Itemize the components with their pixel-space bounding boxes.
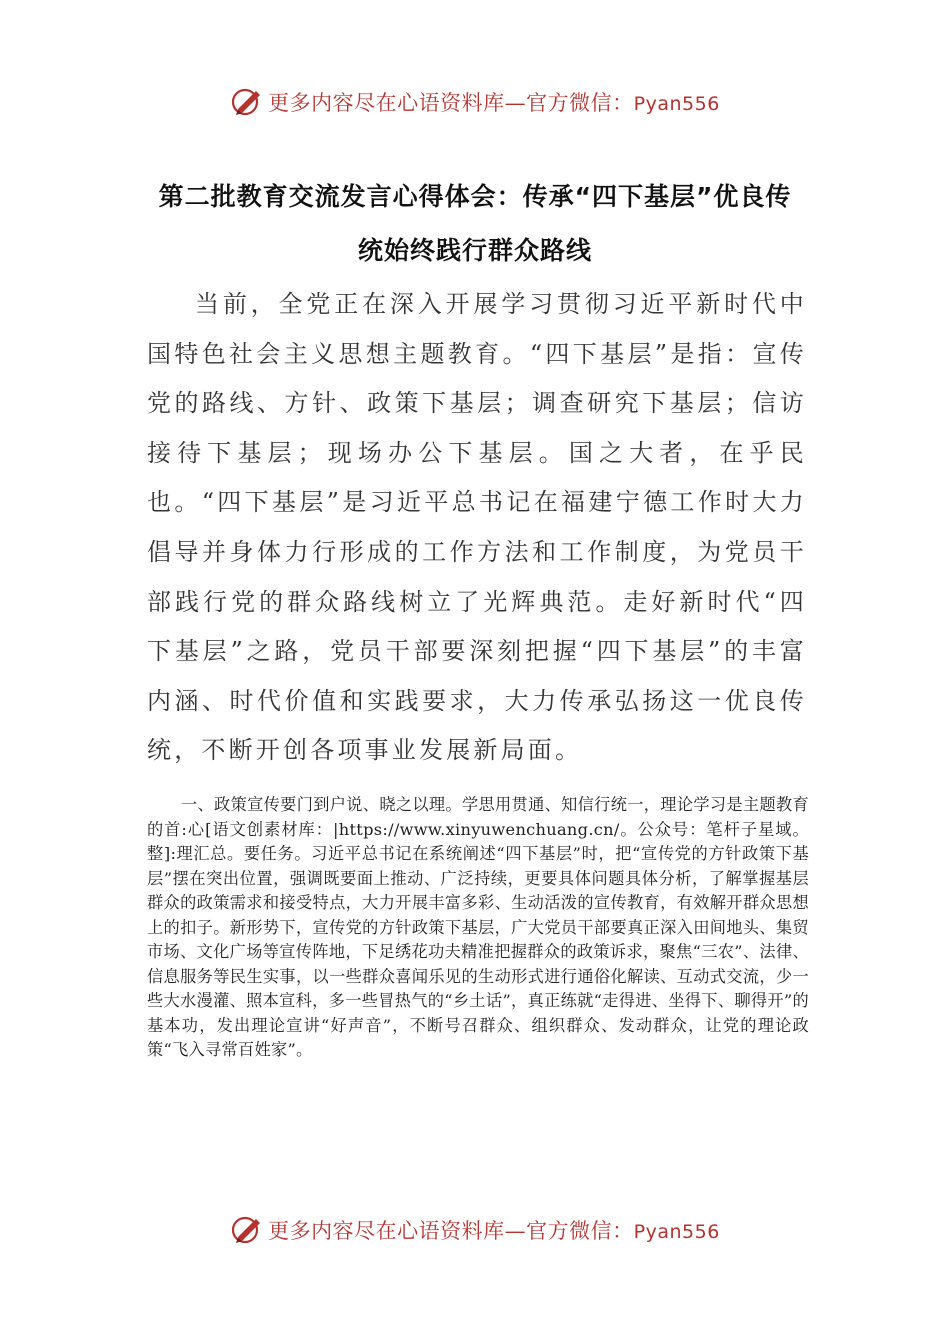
- banner-text: 更多内容尽在心语资料库—官方微信：Pyan556: [268, 91, 720, 115]
- section1-paragraph: 一、政策宣传要门到户说、晓之以理。学思用贯通、知信行统一，理论学习是主题教育的首:心[语文创素材库：|https://www.xinyuwenchuang.cn/。公众号：笔杆子星域。整]:理汇总。要任务。习近平总书记在系统阐述“四下基层”时，把“宣传党的方针政策下基层”摆在突出位置，强调既要面上推动、广泛持续，更要具体问题具体分析，了解掌握基层群众的政策需求和接受特点，大力开展丰富多彩、生动活泼的宣传教育，有效解开群众思想上的扣子。新形势下，宣传党的方针政策下基层，广大党员干部要真正深入田间地头、集贸市场、文化广场等宣传阵地，下足绣花功夫精准把握群众的政策诉求，聚焦“三农”、法律、信息服务等民生实事，以一些群众喜闻乐见的生动形式进行通俗化解读、互动式交流，少一些大水漫灌、照本宣科，多一些冒热气的“乡土话”，真正练就“走得进、坐得下、聊得开”的基本功，发出理论宣讲“好声音”，不断号召群众、组织群众、发动群众，让党的理论政策“飞入寻常百姓家”。: [147, 795, 809, 1059]
- pen-logo-icon: [230, 85, 264, 119]
- pen-logo-icon: [230, 1213, 264, 1247]
- title-line-1: 第二批教育交流发言心得体会：传承“四下基层”优良传: [158, 182, 792, 211]
- wechat-id: Pyan556: [633, 93, 720, 115]
- title-line-2: 统始终践行群众路线: [357, 236, 592, 265]
- document-title: [140, 170, 810, 278]
- lead-paragraph: 当前，全党正在深入开展学习贯彻习近平新时代中国特色社会主义思想主题教育。“四下基层”是指：宣传党的路线、方针、政策下基层；调查研究下基层；信访接待下基层；现场办公下基层。国之大者，在乎民也。“四下基层”是习近平总书记在福建宁德工作时大力倡导并身体力行形成的工作方法和工作制度，为党员干部践行党的群众路线树立了光辉典范。走好新时代“四下基层”之路，党员干部要深刻把握“四下基层”的丰富内涵、时代价值和实践要求，大力传承弘扬这一优良传统，不断开创各项事业发展新局面。: [147, 290, 807, 765]
- header-banner: [0, 82, 950, 122]
- footer-banner: [0, 1210, 950, 1250]
- banner-text: 更多内容尽在心语资料库—官方微信：Pyan556: [268, 1219, 720, 1243]
- wechat-id: Pyan556: [633, 1221, 720, 1243]
